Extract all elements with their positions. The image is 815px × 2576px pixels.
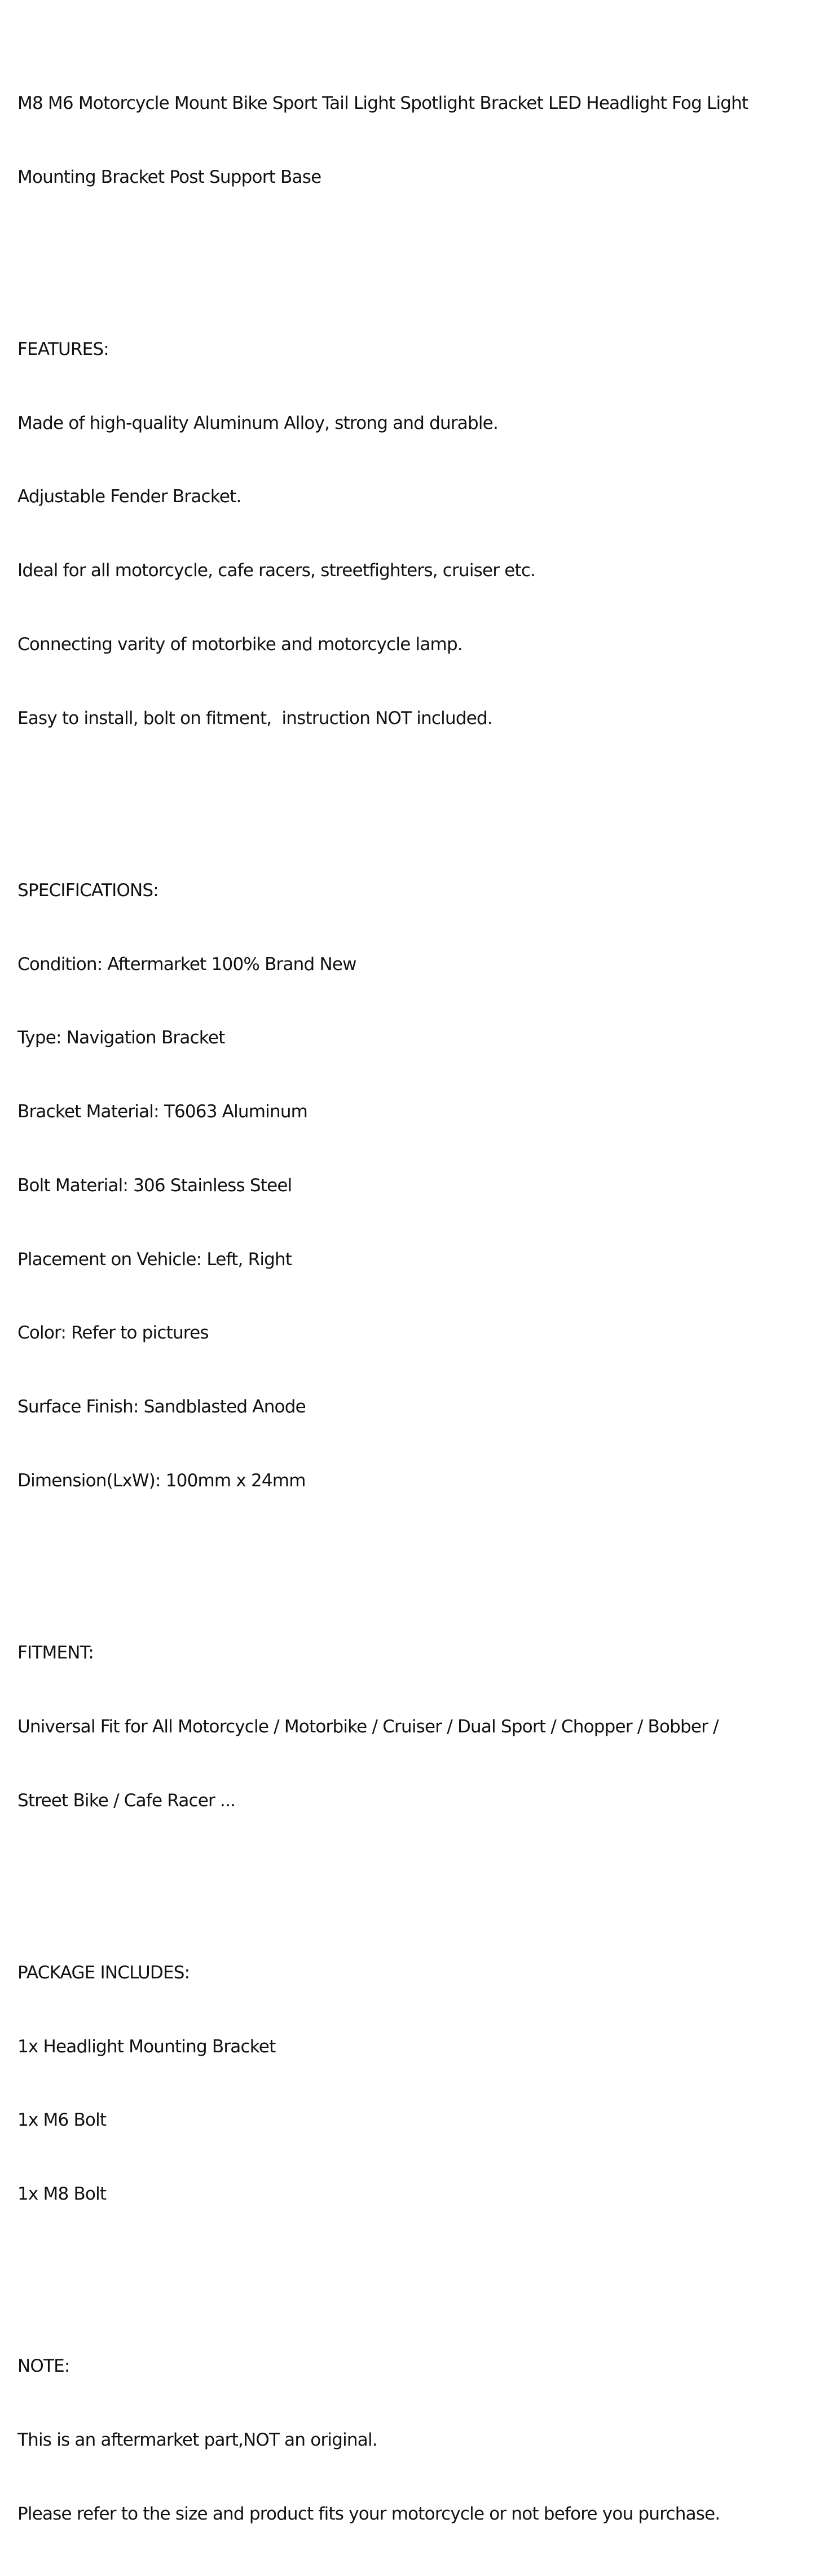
package-item: 1x Headlight Mounting Bracket xyxy=(17,2036,276,2057)
feature-item: Ideal for all motorcycle, cafe racers, streetfighters, cruiser etc. xyxy=(17,560,536,581)
title-line-2: Mounting Bracket Post Support Base xyxy=(17,166,321,187)
fitment-item: Universal Fit for All Motorcycle / Motorbike / Cruiser / Dual Sport / Chopper / Bobber / xyxy=(17,1716,719,1737)
spacer xyxy=(17,780,801,805)
spec-item: Surface Finish: Sandblasted Anode xyxy=(17,1397,306,1418)
features-heading: FEATURES: xyxy=(17,339,109,359)
spacer xyxy=(17,1863,801,1888)
specifications-heading: SPECIFICATIONS: xyxy=(17,880,158,901)
spec-item: Dimension(LxW): 100mm x 24mm xyxy=(17,1471,306,1491)
package-item: 1x M6 Bolt xyxy=(17,2110,107,2131)
product-description xyxy=(17,17,801,2576)
feature-item: Connecting varity of motorbike and motorcycle lamp. xyxy=(17,634,462,655)
package-heading: PACKAGE INCLUDES: xyxy=(17,1962,190,1983)
spacer xyxy=(17,1543,801,1568)
spec-item: Type: Navigation Bracket xyxy=(17,1028,225,1048)
spacer xyxy=(17,2256,801,2281)
spec-item: Bolt Material: 306 Stainless Steel xyxy=(17,1175,292,1196)
spacer xyxy=(17,239,801,264)
spec-item: Bracket Material: T6063 Aluminum xyxy=(17,1102,308,1122)
package-item: 1x M8 Bolt xyxy=(17,2184,107,2205)
feature-item: Easy to install, bolt on fitment, instruction NOT included. xyxy=(17,708,492,729)
note-heading: NOTE: xyxy=(17,2356,70,2377)
spec-item: Placement on Vehicle: Left, Right xyxy=(17,1249,292,1270)
title-line-1: M8 M6 Motorcycle Mount Bike Sport Tail Light Spotlight Bracket LED Headlight Fog Light xyxy=(17,93,748,113)
spec-item: Condition: Aftermarket 100% Brand New xyxy=(17,954,356,975)
fitment-heading: FITMENT: xyxy=(17,1643,94,1664)
note-item: Please refer to the size and product fits your motorcycle or not before you purchase. xyxy=(17,2503,720,2524)
fitment-item: Street Bike / Cafe Racer ... xyxy=(17,1790,236,1811)
feature-item: Adjustable Fender Bracket. xyxy=(17,486,241,507)
feature-item: Made of high-quality Aluminum Alloy, strong and durable. xyxy=(17,412,499,433)
spec-item: Color: Refer to pictures xyxy=(17,1323,209,1344)
note-item: This is an aftermarket part,NOT an original. xyxy=(17,2430,377,2451)
